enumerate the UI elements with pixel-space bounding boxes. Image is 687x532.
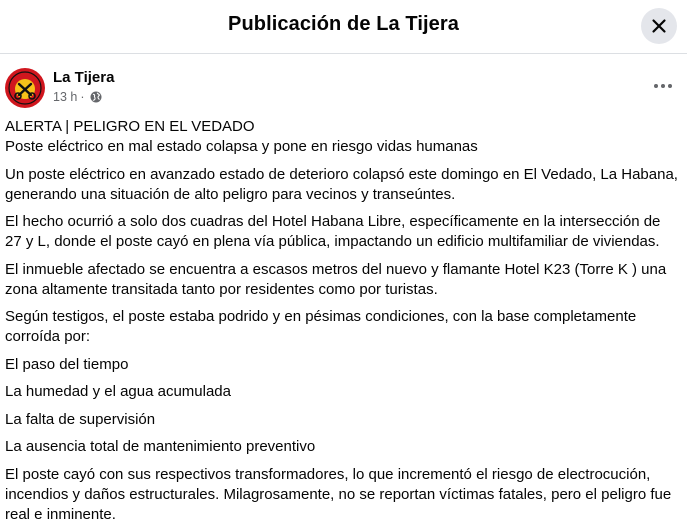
post-paragraph: Según testigos, el poste estaba podrido y en pésimas condiciones, con la base completamente corroída por: (5, 308, 637, 345)
list-item: La ausencia total de mantenimiento preventivo (5, 438, 316, 455)
modal-title: Publicación de La Tijera (228, 13, 459, 35)
list-item: El paso del tiempo (5, 355, 129, 373)
post-paragraph: El hecho ocurrió a solo dos cuadras del Hotel Habana Libre, específicamente en la intersección de 27 y L, donde el poste cayó en plena vía pública, impactando un edificio multifamiliar de viviendas. (5, 213, 661, 250)
list-item: La falta de supervisión (5, 410, 156, 428)
author-name[interactable]: La Tijera (53, 69, 115, 86)
more-horizontal-icon (653, 83, 673, 89)
avatar[interactable] (5, 68, 45, 108)
page-logo (5, 68, 45, 108)
list-item: La humedad y el agua acumulada (5, 383, 231, 400)
post-body (5, 117, 681, 532)
modal-header (0, 0, 687, 54)
post-paragraph: ALERTA | PELIGRO EN EL VEDADO Poste eléctrico en mal estado colapsa y pone en riesgo vidas humanas (5, 118, 478, 155)
close-icon (651, 18, 667, 34)
post-paragraph: El poste cayó con sus respectivos transformadores, lo que incrementó el riesgo de electrocución, incendios y daños estructurales. Milagrosamente, no se reportan víctimas fatales, pero el peligro fue real e inminente. (5, 465, 672, 523)
post-meta (53, 90, 102, 104)
post-paragraph: Un poste eléctrico en avanzado estado de deterioro colapsó este domingo en El Vedado, La Habana, generando una situación de alto peligro para vecinos y transeúntes. (5, 165, 678, 203)
post-header (0, 56, 687, 116)
globe-icon[interactable] (90, 91, 102, 103)
close-button[interactable] (641, 8, 677, 44)
more-options-button[interactable] (649, 74, 677, 98)
post-time[interactable]: 13 h (53, 90, 78, 104)
meta-separator: · (80, 90, 85, 104)
post-paragraph: El inmueble afectado se encuentra a escasos metros del nuevo y flamante Hotel K23 (Torre K ) una zona altamente transitada tanto por residentes como por turistas. (5, 260, 667, 298)
